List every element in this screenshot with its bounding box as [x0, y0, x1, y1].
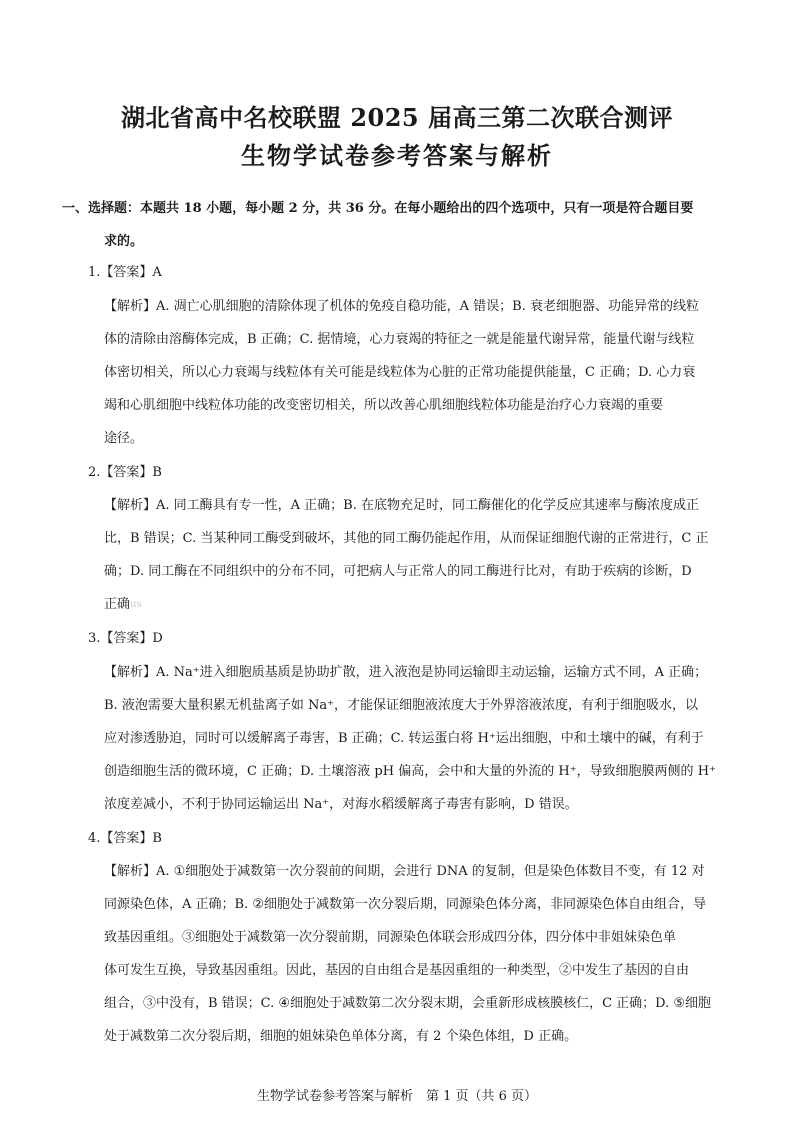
q4-explanation-line: 【解析】A. ①细胞处于减数第一次分裂前的间期，会进行 DNA 的复制，但是染色体数目不变，有 12 对	[104, 864, 705, 879]
q3-explanation-line: 创造细胞生活的微环境，C 正确；D. 土壤溶液 pH 偏高，会中和大量的外流的 H⁺，导致细胞膜两侧的 H⁺	[104, 764, 716, 779]
q3-explanation-line: 浓度差减小，不利于协同运输运出 Na⁺，对海水稻缓解离子毒害有影响，D 错误。	[104, 797, 578, 812]
section-heading-line-1: 一、选择题：本题共 18 小题，每小题 2 分，共 36 分。在每小题给出的四个选项中，只有一项是符合题目要	[62, 201, 694, 216]
q2-explanation-line: 【解析】A. 同工酶具有专一性，A 正确；B. 在底物充足时，同工酶催化的化学反应其速率与酶浓度成正	[104, 498, 699, 513]
document-title: 湖北省高中名校联盟 2025 届高三第二次联合测评	[120, 103, 673, 132]
q2-answer: 2.【答案】B	[88, 465, 162, 480]
q3-explanation-line: 【解析】A. Na⁺进入细胞质基质是协助扩散，进入液泡是协同运输即主动运输，运输方式不同，A 正确；	[104, 665, 708, 680]
q2-last-line-text: 正确	[104, 597, 131, 612]
q2-explanation-line	[104, 596, 142, 614]
q1-explanation-line: 【解析】A. 凋亡心肌细胞的清除体现了机体的免疫自稳功能，A 错误；B. 衰老细胞器、功能异常的线粒	[104, 299, 699, 314]
document-subtitle: 生物学试卷参考答案与解析	[241, 141, 553, 170]
watermark-text: us	[130, 599, 142, 610]
q3-explanation-line: 应对渗透胁迫，同时可以缓解离子毒害，B 正确；C. 转运蛋白将 H⁺运出细胞，中和土壤中的碱，有利于	[104, 731, 704, 746]
q1-explanation-line: 途径。	[104, 431, 144, 446]
q4-explanation-line: 体可发生互换，导致基因重组。因此，基因的自由组合是基因重组的一种类型，②中发生了基因的自由	[104, 963, 690, 978]
q2-explanation-line: 确；D. 同工酶在不同组织中的分布不同，可把病人与正常人的同工酶进行比对，有助于疾病的诊断，D	[104, 564, 692, 579]
q3-answer: 3.【答案】D	[88, 631, 163, 646]
q2-explanation-line: 比，B 错误；C. 当某种同工酶受到破坏，其他的同工酶仍能起作用，从而保证细胞代谢的正常进行，C 正	[104, 531, 709, 546]
page-footer: 生物学试卷参考答案与解析 第 1 页（共 6 页）	[256, 1089, 538, 1104]
q4-explanation-line: 处于减数第二次分裂后期，细胞的姐妹染色单体分离，有 2 个染色体组，D 正确。	[104, 1029, 578, 1044]
q4-explanation-line: 致基因重组。③细胞处于减数第一次分裂前期，同源染色体联会形成四分体，四分体中非姐妹染色单	[104, 930, 677, 945]
q1-explanation-line: 体密切相关，所以心力衰竭与线粒体有关可能是线粒体为心脏的正常功能提供能量，C 正确；D. 心力衰	[104, 365, 696, 380]
q1-explanation-line: 体的清除由溶酶体完成，B 正确；C. 据情境，心力衰竭的特征之一就是能量代谢异常，能量代谢与线粒	[104, 332, 695, 347]
q3-explanation-line: B. 液泡需要大量积累无机盐离子如 Na⁺，才能保证细胞液浓度大于外界溶液浓度，有利于细胞吸水，以	[104, 698, 698, 713]
q1-answer: 1.【答案】A	[88, 265, 162, 280]
q4-explanation-line: 同源染色体，A 正确；B. ②细胞处于减数第一次分裂后期，同源染色体分离，非同源染色体自由组合，导	[104, 897, 706, 912]
q4-answer: 4.【答案】B	[88, 831, 162, 846]
q1-explanation-line: 竭和心肌细胞中线粒体功能的改变密切相关，所以改善心肌细胞线粒体功能是治疗心力衰竭的重要	[104, 398, 664, 413]
q4-explanation-line: 组合，③中没有，B 错误；C. ④细胞处于减数第二次分裂末期，会重新形成核膜核仁，C 正确；D. ⑤细胞	[104, 996, 712, 1011]
section-heading-line-2: 求的。	[104, 234, 144, 249]
